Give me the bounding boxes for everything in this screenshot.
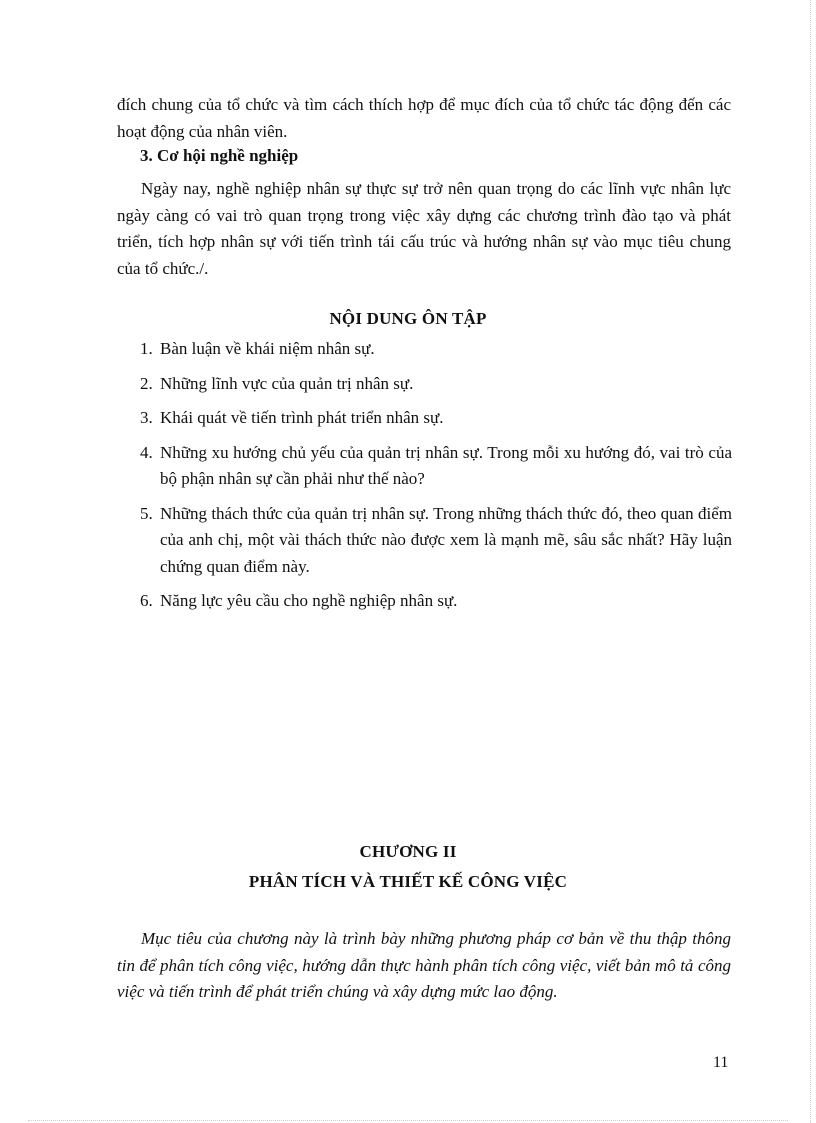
review-item-number: 1. xyxy=(140,339,153,358)
review-item-text: Những lĩnh vực của quản trị nhân sự. xyxy=(160,373,414,393)
review-item-number: 2. xyxy=(140,373,153,393)
review-item xyxy=(140,440,732,493)
review-item-text: Những thách thức của quản trị nhân sự. Trong những thách thức đó, theo quan điểm của anh chị, một vài thách thức nào được xem là mạnh mẽ, sâu sắc nhất? Hãy luận chứng quan điểm này. xyxy=(160,503,732,576)
review-list xyxy=(140,336,732,623)
section-3-body-text: Ngày nay, nghề nghiệp nhân sự thực sự trở nên quan trọng do các lĩnh vực nhân lực ngày càng có vai trò quan trọng trong việc xây dựng các chương trình đào tạo và phát triển, tích hợp nhân sự với tiến trình tái cấu trúc và hướng nhân sự vào mục tiêu chung của tổ chức./. xyxy=(117,179,731,278)
review-item-text: Những xu hướng chủ yếu của quản trị nhân sự. Trong mỗi xu hướng đó, vai trò của bộ phận nhân sự cần phải như thế nào? xyxy=(160,442,732,488)
intro-continuation-paragraph xyxy=(117,92,731,145)
review-item-text: Năng lực yêu cầu cho nghề nghiệp nhân sự. xyxy=(160,591,458,610)
bottom-dotted-border xyxy=(28,1120,788,1121)
review-item xyxy=(140,405,732,432)
review-item xyxy=(140,336,732,363)
chapter-title: PHÂN TÍCH VÀ THIẾT KẾ CÔNG VIỆC xyxy=(248,872,568,891)
page-number: 11 xyxy=(713,1054,729,1071)
intro-continuation-text: đích chung của tổ chức và tìm cách thích hợp để mục đích của tổ chức tác động đến các hoạt động của nhân viên. xyxy=(117,95,731,141)
review-item-number: 5. xyxy=(140,503,153,523)
review-item xyxy=(140,501,732,581)
section-3-heading: 3. Cơ hội nghề nghiệp xyxy=(140,146,299,165)
review-item-text: Khái quát về tiến trình phát triển nhân sự. xyxy=(160,408,444,427)
review-heading: NỘI DUNG ÔN TẬP xyxy=(329,309,487,328)
review-item-number: 6. xyxy=(140,591,153,610)
chapter-objective: Mục tiêu của chương này là trình bày những phương pháp cơ bản về thu thập thông tin để phân tích công việc, hướng dẫn thực hành phân tích công việc, viết bản mô tả công việc và tiến trình để phát triển chúng và xây dựng mức lao động. xyxy=(117,929,731,1001)
review-item xyxy=(140,588,732,615)
right-dotted-border xyxy=(810,0,811,1123)
section-3-body xyxy=(117,176,731,282)
chapter-label: CHƯƠNG II xyxy=(359,842,457,861)
review-item-text: Bàn luận về khái niệm nhân sự. xyxy=(160,339,375,358)
review-item-number: 3. xyxy=(140,408,153,427)
review-item-number: 4. xyxy=(140,442,153,462)
review-item xyxy=(140,371,732,398)
